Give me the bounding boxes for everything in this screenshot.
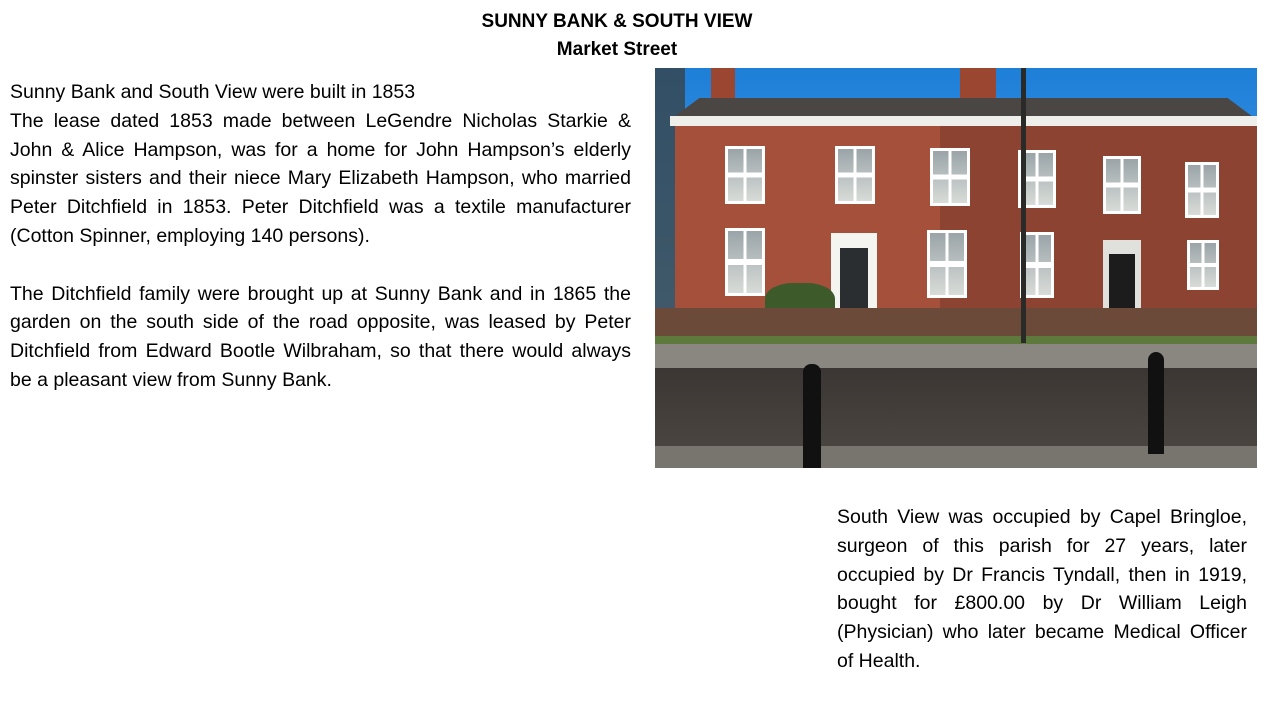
paragraph-built: Sunny Bank and South View were built in 1853 bbox=[10, 81, 416, 103]
paragraph-lease: The lease dated 1853 made between LeGendre Nicholas Starkie & John & Alice Hampson, was for a home for John Hampson’s elderly spinster sisters and their niece Mary Elizabeth Hampson, who married Peter Ditchfield in 1853. Peter Ditchfield was a textile manufacturer (Cotton Spinner, employing 140 persons). bbox=[10, 109, 631, 247]
paragraph-garden: The Ditchfield family were brought up at Sunny Bank and in 1865 the garden on the south side of the road opposite, was leased by Peter Ditchfield from Edward Bootle Wilbraham, so that there would always be a pleasant view from Sunny Bank. bbox=[10, 282, 631, 391]
right-text-block bbox=[837, 503, 1247, 676]
title-line-2: Market Street bbox=[556, 39, 678, 60]
title-line-1: SUNNY BANK & SOUTH VIEW bbox=[481, 11, 753, 32]
paragraph-south-view: South View was occupied by Capel Bringloe, surgeon of this parish for 27 years, later occupied by Dr Francis Tyndall, then in 1919, bought for £800.00 by Dr William Leigh (Physician) who later became Medical Officer of Health. bbox=[837, 506, 1247, 672]
house-photo bbox=[655, 68, 1257, 468]
left-text-block bbox=[10, 78, 631, 395]
slide-title bbox=[0, 8, 1234, 64]
